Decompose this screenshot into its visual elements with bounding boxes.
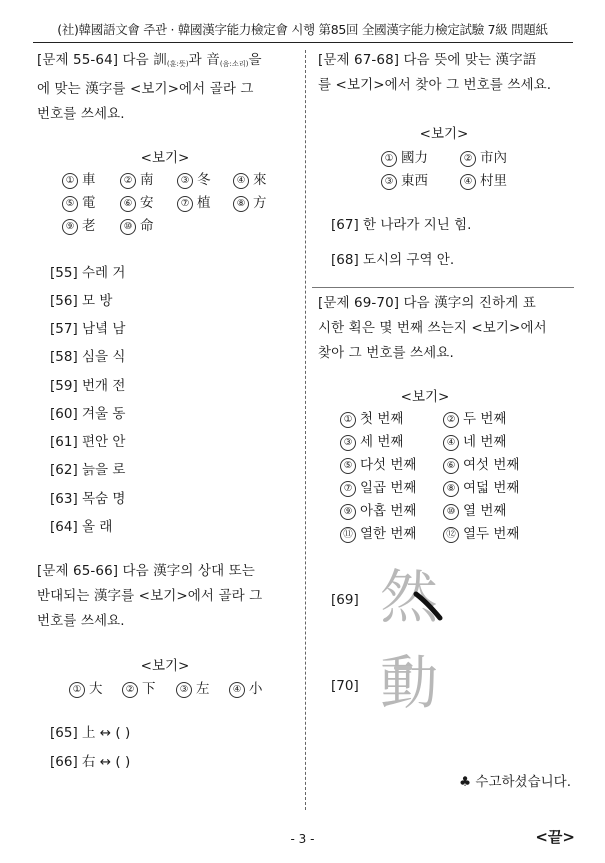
bogi-option [120,191,154,212]
item-text: 번개 전 [82,378,126,394]
answer-item-70[interactable] [331,678,359,694]
item-text: 올 래 [82,519,113,535]
ruby-hun: (훈:뜻) [166,60,189,68]
item-text: 남녘 남 [82,321,126,337]
option-text: 열 번째 [463,503,507,519]
option-number: ② [122,682,138,698]
option-number: ④ [443,435,459,451]
bogi-option [443,522,519,543]
question-55-64-prompt [37,48,293,127]
option-text: 車 [82,172,96,188]
highlighted-stroke-dong [393,658,413,678]
option-text: 來 [253,172,267,188]
option-number: ③ [381,174,397,190]
item-text: 편안 안 [82,434,126,450]
answer-item-64[interactable] [50,515,112,535]
answer-item-65[interactable] [50,721,130,741]
option-number: ⑨ [340,504,356,520]
option-number: ⑤ [62,196,78,212]
bogi-option [176,677,210,698]
option-text: 열두 번째 [463,526,520,542]
bogi-option [233,191,267,212]
option-text: 두 번째 [463,411,507,427]
question-67-68-prompt [318,48,574,98]
bogi-option [340,430,403,451]
bogi-option [120,168,154,189]
prompt-line-1: [문제 67-68] 다음 뜻에 맞는 漢字語 [318,52,537,68]
option-text: 열한 번째 [360,526,417,542]
option-number: ⑦ [340,481,356,497]
answer-item-58[interactable] [50,345,125,365]
prompt-line-1b: 과 音 [188,52,220,68]
option-text: 市內 [480,150,507,166]
option-number: ⑥ [443,458,459,474]
prompt-line-1c: 을 [248,52,262,68]
option-text: 세 번째 [360,434,404,450]
option-text: 安 [140,195,154,211]
option-text: 아홉 번째 [360,503,417,519]
option-number: ① [62,173,78,189]
bogi-option [443,476,519,497]
option-number: ③ [176,682,192,698]
item-number: [61] [50,434,78,450]
end-mark: <끝> [535,828,575,846]
highlighted-stroke-yeon [410,588,450,628]
option-text: 小 [249,681,263,697]
item-text: 수레 거 [82,265,126,281]
item-number: [59] [50,378,78,394]
page-header: (社)韓國語文會 주관 · 韓國漢字能力檢定會 시행 第85回 全國漢字能力檢定試驗 7級 問題紙 [57,22,548,37]
question-69-70-prompt [318,291,574,366]
prompt-line-2: 에 맞는 漢字를 <보기>에서 골라 그 [37,81,254,97]
option-number: ④ [233,173,249,189]
bogi-title: <보기> [140,658,190,674]
option-number: ④ [229,682,245,698]
answer-item-56[interactable] [50,289,112,309]
bogi-option [340,522,416,543]
hanja-dong-stroke-figure: 動 [380,649,439,717]
option-text: 여덟 번째 [463,480,520,496]
item-text: 늙을 로 [82,462,126,478]
bogi-title: <보기> [419,126,469,142]
item-text: 모 방 [82,293,113,309]
answer-item-60[interactable] [50,402,125,422]
prompt-line-1: [문제 65-66] 다음 漢字의 상대 또는 [37,563,255,579]
bogi-title: <보기> [140,150,190,166]
column-divider [305,50,306,810]
option-number: ⑩ [443,504,459,520]
item-number: [65] [50,725,78,741]
option-text: 植 [197,195,211,211]
prompt-line-3: 번호를 쓰세요. [37,613,125,629]
item-number: [69] [331,592,359,608]
option-number: ⑪ [340,527,356,543]
bogi-option [62,168,96,189]
option-text: 村里 [480,173,507,189]
option-number: ⑧ [233,196,249,212]
bogi-option [69,677,103,698]
option-number: ⑨ [62,219,78,235]
option-number: ⑩ [120,219,136,235]
item-number: [55] [50,265,78,281]
item-text: 겨울 동 [82,406,126,422]
answer-item-63[interactable] [50,487,125,507]
bogi-option [62,214,96,235]
bogi-option [177,168,211,189]
bogi-option [340,407,403,428]
item-text: 右 ↔ ( ) [82,754,131,770]
item-number: [64] [50,519,78,535]
ruby-eum: (음:소리) [219,60,249,68]
option-text: 다섯 번째 [360,457,417,473]
bogi-option [381,146,428,167]
option-number: ⑧ [443,481,459,497]
answer-item-62[interactable] [50,458,125,478]
prompt-line-1: [문제 55-64] 다음 訓 [37,52,167,68]
option-number: ① [69,682,85,698]
item-text: 심을 식 [82,349,126,365]
item-number: [70] [331,678,359,694]
item-number: [60] [50,406,78,422]
section-divider [312,287,574,288]
option-text: 冬 [197,172,211,188]
answer-item-55[interactable] [50,261,125,281]
prompt-line-3: 번호를 쓰세요. [37,106,125,122]
item-text: 한 나라가 지닌 힘. [363,217,472,233]
item-text: 목숨 명 [82,491,126,507]
option-text: 左 [196,681,210,697]
answer-item-68[interactable] [331,248,454,268]
item-text: 上 ↔ ( ) [82,725,131,741]
option-text: 方 [253,195,267,211]
item-number: [67] [331,217,359,233]
prompt-line-2: 를 <보기>에서 찾아 그 번호를 쓰세요. [318,77,552,93]
prompt-line-2: 시한 획은 몇 번째 쓰는지 <보기>에서 [318,320,547,336]
option-number: ③ [340,435,356,451]
prompt-line-3: 찾아 그 번호를 쓰세요. [318,345,454,361]
bogi-option [381,169,428,190]
option-text: 여섯 번째 [463,457,520,473]
item-number: [66] [50,754,78,770]
item-number: [56] [50,293,78,309]
option-text: 命 [140,218,154,234]
bogi-option [340,499,416,520]
option-text: 네 번째 [463,434,507,450]
option-text: 國力 [401,150,428,166]
option-number: ① [381,151,397,167]
bogi-option [233,168,267,189]
page-number: - 3 - [290,832,315,846]
answer-item-66[interactable] [50,750,130,770]
header-rule [33,42,573,43]
option-number: ① [340,412,356,428]
option-text: 첫 번째 [360,411,404,427]
option-number: ⑫ [443,527,459,543]
option-text: 大 [89,681,103,697]
bogi-option [460,146,507,167]
item-number: [62] [50,462,78,478]
option-number: ⑥ [120,196,136,212]
bogi-option [62,191,96,212]
item-number: [58] [50,349,78,365]
option-text: 南 [140,172,154,188]
option-number: ② [443,412,459,428]
bogi-option [122,677,156,698]
prompt-line-1: [문제 69-70] 다음 漢字의 진하게 표 [318,295,536,311]
bogi-option [443,453,519,474]
option-text: 일곱 번째 [360,480,417,496]
item-number: [63] [50,491,78,507]
bogi-option [443,430,506,451]
hanja-yeon-stroke-figure: 然 [380,563,439,631]
option-number: ⑤ [340,458,356,474]
option-text: 東西 [401,173,428,189]
answer-item-61[interactable] [50,430,125,450]
prompt-line-2: 반대되는 漢字를 <보기>에서 골라 그 [37,588,263,604]
answer-item-59[interactable] [50,374,125,394]
bogi-option [229,677,263,698]
answer-item-57[interactable] [50,317,125,337]
bogi-option [340,453,416,474]
option-number: ② [460,151,476,167]
item-number: [68] [331,252,359,268]
option-number: ③ [177,173,193,189]
bogi-option [340,476,416,497]
option-text: 老 [82,218,96,234]
closing-message: ♣ 수고하셨습니다. [459,774,571,790]
option-text: 電 [82,195,96,211]
bogi-option [177,191,211,212]
option-text: 下 [142,681,156,697]
item-text: 도시의 구역 안. [363,252,455,268]
answer-item-67[interactable] [331,213,471,233]
bogi-option [120,214,154,235]
option-number: ⑦ [177,196,193,212]
bogi-option [443,407,506,428]
bogi-title: <보기> [400,389,450,405]
bogi-option [443,499,506,520]
answer-item-69[interactable] [331,592,359,608]
question-65-66-prompt [37,559,293,634]
item-number: [57] [50,321,78,337]
option-number: ② [120,173,136,189]
bogi-option [460,169,507,190]
option-number: ④ [460,174,476,190]
